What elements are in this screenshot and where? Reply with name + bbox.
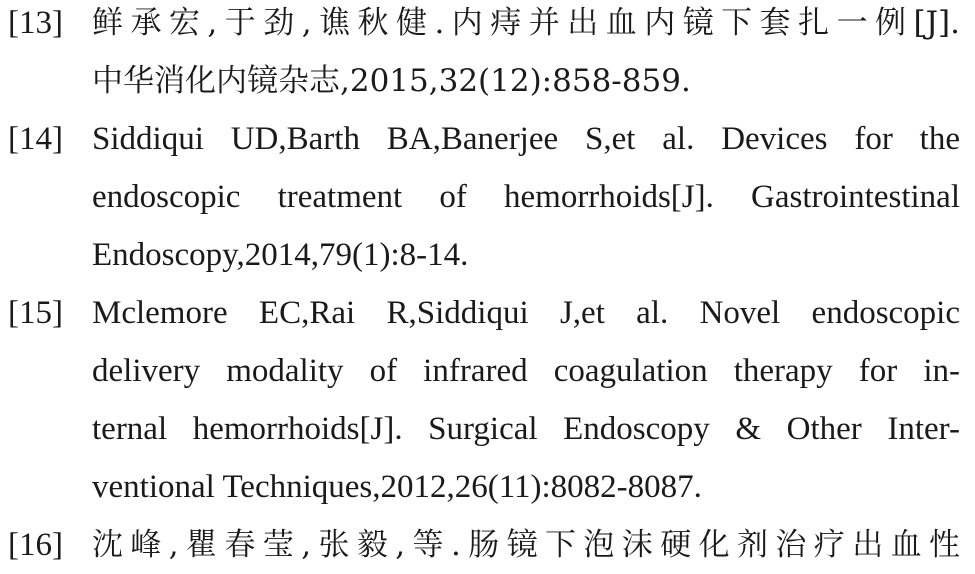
reference-line: endoscopic treatment of hemorrhoids[J]. Gastrointestinal [92, 179, 960, 215]
reference-line: Endoscopy,2014,79(1):8-14. [92, 237, 469, 273]
reference-line: ventional Techniques,2012,26(11):8082-8087. [92, 469, 702, 505]
reference-number: [13] [8, 5, 63, 41]
reference-number: [16] [8, 527, 63, 563]
reference-line: 沈峰,瞿春莹,张毅,等.肠镜下泡沫硬化剂治疗出血性 [92, 527, 960, 563]
reference-line: 中华消化内镜杂志,2015,32(12):858-859. [92, 63, 691, 99]
reference-line: ternal hemorrhoids[J]. Surgical Endoscopy & Other Inter- [92, 411, 960, 447]
reference-number: [15] [8, 295, 63, 331]
reference-line: Siddiqui UD,Barth BA,Banerjee S,et al. Devices for the [92, 121, 960, 157]
reference-line: Mclemore EC,Rai R,Siddiqui J,et al. Novel endoscopic [92, 295, 960, 331]
reference-line: 鲜承宏,于劲,谯秋健.内痔并出血内镜下套扎一例[J]. [92, 5, 960, 41]
reference-number: [14] [8, 121, 63, 157]
reference-line: delivery modality of infrared coagulation therapy for in- [92, 353, 960, 389]
